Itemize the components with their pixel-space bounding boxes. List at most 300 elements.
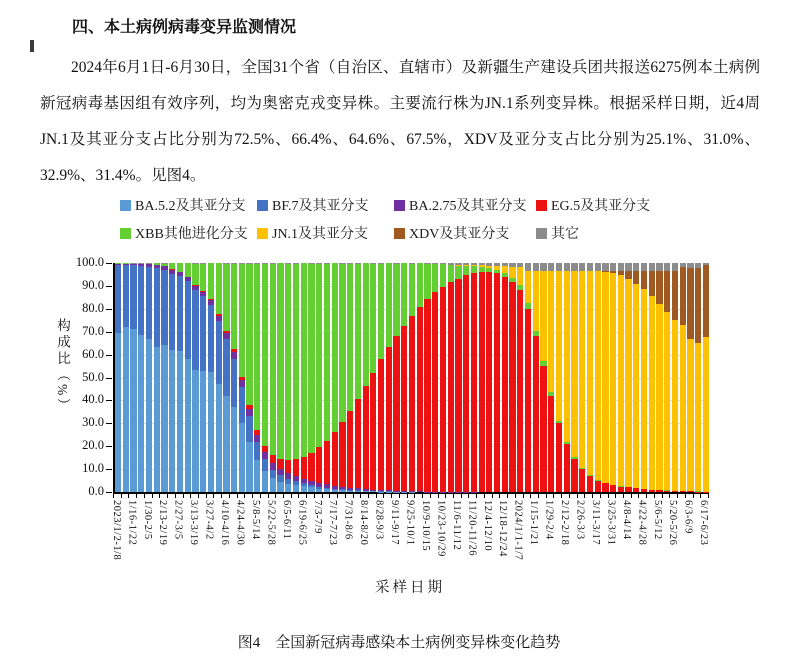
stacked-bar: [548, 263, 554, 492]
bar-segment-4: [192, 264, 198, 286]
bar-segment-4: [448, 265, 454, 282]
legend-label: EG.5及其亚分支: [551, 199, 651, 214]
y-tick-label: 40.0: [82, 392, 104, 407]
stacked-bar: [571, 263, 577, 492]
x-tick-label: 12/4-12/10: [481, 500, 493, 552]
legend-label: XBB其他进化分支: [135, 227, 248, 242]
bar-segment-3: [548, 396, 554, 492]
bar-segment-6: [695, 268, 701, 343]
x-tick-mark: [329, 494, 330, 498]
bar-segment-6: [687, 268, 693, 339]
bar-segment-7: [625, 263, 631, 271]
x-axis-labels: [110, 500, 710, 580]
bar-segment-4: [301, 263, 307, 456]
x-tick-mark: [414, 494, 415, 498]
stacked-bar: [401, 263, 407, 492]
legend-label: BF.7及其亚分支: [272, 199, 369, 214]
bar-segment-0: [308, 487, 314, 492]
legend-item: [120, 222, 257, 244]
bar-segment-5: [680, 325, 686, 491]
stacked-bar: [664, 263, 670, 492]
x-tick-mark: [237, 494, 238, 498]
bar-segment-5: [587, 271, 593, 475]
x-tick-mark: [322, 494, 323, 498]
bar-segment-3: [664, 491, 670, 492]
bar-segment-7: [656, 263, 662, 271]
bar-segment-3: [502, 277, 508, 492]
bar-segment-3: [363, 386, 369, 489]
bar-segment-5: [703, 337, 709, 492]
x-tick-mark: [507, 494, 508, 498]
bar-segment-0: [285, 484, 291, 492]
x-tick-mark: [484, 494, 485, 498]
y-tick-label: 20.0: [82, 438, 104, 453]
legend-swatch-icon: [394, 228, 405, 239]
bar-segment-3: [270, 455, 276, 463]
x-tick-mark: [368, 494, 369, 498]
bar-segment-3: [401, 326, 407, 491]
stacked-bar: [192, 263, 198, 492]
bar-segment-0: [363, 491, 369, 492]
bar-segment-4: [308, 264, 314, 454]
x-tick-mark: [213, 494, 214, 498]
stacked-bar: [154, 263, 160, 492]
legend-item: [394, 222, 536, 244]
x-tick-mark: [685, 494, 686, 498]
bar-segment-3: [332, 432, 338, 486]
bar-segment-6: [625, 271, 631, 279]
stacked-bar: [123, 263, 129, 492]
legend-swatch-icon: [536, 228, 547, 239]
x-tick-mark: [175, 494, 176, 498]
stacked-bar: [409, 263, 415, 492]
bar-segment-4: [262, 264, 268, 447]
bar-segment-3: [672, 491, 678, 492]
legend-item: [536, 222, 730, 244]
body-paragraph: 2024年6月1日-6月30日，全国31个省（自治区、直辖市）及新疆生产建设兵团共报送6275例本土病例新冠病毒基因组有效序列，均为奥密克戎变异株。主要流行株为JN.1系列变异株。根据采样日期，近4周JN.1及其亚分支占比分别为72.5%、66.4%、64.6%、67.5%，XDV及亚分支占比分别为25.1%、31.0%、32.9%、31.4%。见图4。: [40, 59, 760, 184]
bar-segment-0: [339, 490, 345, 492]
bar-segment-7: [664, 263, 670, 271]
x-tick-mark: [530, 494, 531, 498]
bar-segment-3: [393, 336, 399, 491]
y-tick-label: 90.0: [82, 277, 104, 292]
bar-segment-6: [672, 271, 678, 320]
x-tick-mark: [183, 494, 184, 498]
stacked-bar: [208, 263, 214, 492]
x-tick-mark: [515, 494, 516, 498]
bar-segment-3: [455, 279, 461, 492]
bar-segment-1: [154, 268, 160, 347]
bar-segment-2: [239, 380, 245, 387]
x-tick-label: 6/5-6/11: [280, 500, 292, 540]
x-tick-label: 6/17-6/23: [698, 500, 710, 546]
stacked-bar: [517, 263, 523, 492]
bar-segment-3: [641, 489, 647, 492]
stacked-bar: [185, 263, 191, 492]
stacked-bar: [641, 263, 647, 492]
bar-segment-0: [138, 335, 144, 492]
x-tick-label: 12/18-12/24: [497, 500, 509, 557]
x-tick-mark: [345, 494, 346, 498]
bar-segment-6: [703, 265, 709, 337]
bar-segment-3: [293, 459, 299, 476]
bar-segment-0: [246, 442, 252, 492]
stacked-bar: [595, 263, 601, 492]
stacked-bar: [130, 263, 136, 492]
stacked-bar: [262, 263, 268, 492]
x-tick-mark: [391, 494, 392, 498]
x-tick-mark: [499, 494, 500, 498]
bar-segment-7: [618, 263, 624, 271]
bar-segment-7: [525, 263, 531, 271]
bar-segment-4: [185, 263, 191, 276]
x-tick-label: 6/3-6/9: [682, 500, 694, 534]
bar-segment-5: [548, 271, 554, 392]
x-tick-label: 9/25-10/1: [404, 500, 416, 546]
bar-segment-3: [486, 272, 492, 492]
bar-segment-0: [185, 359, 191, 492]
stacked-bar: [138, 263, 144, 492]
bar-segment-3: [479, 272, 485, 492]
bar-segment-0: [192, 370, 198, 493]
stacked-bar: [440, 263, 446, 492]
bar-segment-4: [208, 263, 214, 298]
bar-segment-3: [680, 491, 686, 492]
bar-segment-3: [625, 487, 631, 492]
bar-segment-5: [602, 272, 608, 483]
bar-segment-2: [246, 409, 252, 416]
bar-segment-3: [556, 423, 562, 492]
y-tick-label: 60.0: [82, 346, 104, 361]
bar-segment-4: [347, 264, 353, 411]
bar-segment-0: [254, 460, 260, 492]
bar-segment-5: [618, 275, 624, 486]
legend-label: XDV及其亚分支: [409, 227, 510, 242]
bar-segment-0: [223, 396, 229, 492]
figure-caption: 图4 全国新冠病毒感染本土病例变异株变化趋势: [237, 635, 561, 651]
x-tick-mark: [113, 494, 114, 498]
stacked-bar: [564, 263, 570, 492]
x-tick-mark: [298, 494, 299, 498]
bar-segment-3: [579, 469, 585, 492]
y-tick-label: 80.0: [82, 300, 104, 315]
bar-segment-1: [192, 290, 198, 370]
bar-segment-0: [177, 351, 183, 492]
y-tick-label: 70.0: [82, 323, 104, 338]
x-tick-label: 4/10-4/16: [219, 500, 231, 546]
bar-segment-3: [509, 282, 515, 492]
bar-segment-2: [417, 491, 423, 492]
bar-segment-3: [564, 444, 570, 492]
bar-segment-1: [216, 321, 222, 385]
x-tick-mark: [577, 494, 578, 498]
bar-segment-7: [571, 263, 577, 271]
bar-segment-6: [633, 271, 639, 284]
x-tick-label: 2/26-3/3: [574, 500, 586, 540]
bar-segment-1: [123, 265, 129, 328]
bar-segment-3: [618, 487, 624, 492]
y-tick-mark: [106, 309, 112, 310]
x-tick-mark: [152, 494, 153, 498]
page-edge-artifact: [30, 40, 34, 52]
bar-segment-4: [332, 263, 338, 431]
x-tick-mark: [476, 494, 477, 498]
legend-item: [120, 194, 257, 216]
x-tick-label: 4/8-4/14: [620, 500, 632, 540]
y-tick-mark: [106, 446, 112, 447]
bar-segment-0: [347, 491, 353, 492]
x-tick-label: 4/22-4/28: [636, 500, 648, 546]
bar-segment-0: [216, 384, 222, 492]
stacked-bar: [277, 263, 283, 492]
bar-segment-0: [293, 485, 299, 492]
x-tick-mark: [669, 494, 670, 498]
bar-segment-4: [270, 264, 276, 456]
x-tick-mark: [291, 494, 292, 498]
x-tick-mark: [430, 494, 431, 498]
bar-segment-7: [633, 263, 639, 271]
bar-segment-6: [680, 267, 686, 324]
bar-segment-0: [270, 478, 276, 492]
stacked-bar: [115, 263, 121, 492]
x-tick-mark: [221, 494, 222, 498]
stacked-bar: [301, 263, 307, 492]
legend-item: [536, 194, 730, 216]
stacked-bar: [161, 263, 167, 492]
bar-segment-3: [347, 411, 353, 488]
stacked-bar: [533, 263, 539, 492]
stacked-bar: [486, 263, 492, 492]
bar-segment-3: [432, 292, 438, 491]
x-tick-mark: [646, 494, 647, 498]
bar-segment-5: [633, 284, 639, 488]
bar-segment-5: [672, 320, 678, 490]
bar-segment-0: [200, 371, 206, 492]
stacked-bar: [602, 263, 608, 492]
x-tick-label: 10/23-10/29: [435, 500, 447, 557]
x-tick-mark: [438, 494, 439, 498]
bar-segment-0: [301, 486, 307, 492]
bar-segment-3: [448, 282, 454, 492]
bar-segment-6: [664, 271, 670, 312]
x-tick-mark: [453, 494, 454, 498]
x-tick-mark: [136, 494, 137, 498]
stacked-bar: [618, 263, 624, 492]
stacked-bar: [393, 263, 399, 492]
x-tick-mark: [654, 494, 655, 498]
bar-segment-3: [277, 459, 283, 469]
x-tick-mark: [631, 494, 632, 498]
bar-segment-3: [525, 309, 531, 492]
x-tick-mark: [461, 494, 462, 498]
x-tick-mark: [700, 494, 701, 498]
x-tick-mark: [144, 494, 145, 498]
y-tick-label: 50.0: [82, 369, 104, 384]
x-tick-label: 3/11-3/17: [589, 500, 601, 545]
bar-segment-7: [548, 263, 554, 271]
bar-segment-4: [316, 264, 322, 448]
x-tick-mark: [198, 494, 199, 498]
bar-segment-5: [641, 289, 647, 488]
stacked-bar: [587, 263, 593, 492]
x-tick-mark: [708, 494, 709, 498]
bar-segment-1: [254, 442, 260, 460]
bar-segment-3: [355, 399, 361, 488]
bar-segment-0: [324, 489, 330, 492]
bar-segment-4: [432, 264, 438, 292]
x-tick-mark: [314, 494, 315, 498]
bar-segment-6: [656, 271, 662, 304]
bar-segment-4: [293, 264, 299, 459]
bar-segment-4: [277, 263, 283, 459]
legend-swatch-icon: [257, 200, 268, 211]
bar-segment-5: [625, 279, 631, 487]
bar-segment-0: [239, 423, 245, 492]
stacked-bar: [556, 263, 562, 492]
bar-segment-0: [169, 350, 175, 492]
stacked-bar: [649, 263, 655, 492]
bar-segment-0: [332, 490, 338, 492]
x-tick-mark: [569, 494, 570, 498]
x-tick-mark: [159, 494, 160, 498]
x-tick-mark: [615, 494, 616, 498]
stacked-bar: [509, 263, 515, 492]
bar-segment-3: [687, 491, 693, 492]
x-tick-mark: [538, 494, 539, 498]
y-tick-mark: [106, 423, 112, 424]
x-tick-label: 1/15-1/21: [528, 500, 540, 546]
bar-segment-1: [262, 459, 268, 471]
stacked-bar: [316, 263, 322, 492]
x-tick-mark: [376, 494, 377, 498]
x-tick-mark: [244, 494, 245, 498]
bar-segment-4: [285, 264, 291, 460]
x-tick-mark: [206, 494, 207, 498]
bar-segment-5: [564, 271, 570, 442]
stacked-bar: [424, 263, 430, 492]
bar-segment-4: [223, 264, 229, 332]
stacked-bar: [169, 263, 175, 492]
bar-segment-4: [200, 264, 206, 291]
bar-segment-3: [656, 490, 662, 492]
legend-label: 其它: [551, 227, 579, 242]
bar-segment-5: [517, 267, 523, 285]
bar-segment-5: [525, 271, 531, 304]
bar-segment-3: [370, 373, 376, 490]
bar-segment-3: [471, 273, 477, 492]
bar-segment-4: [401, 263, 407, 326]
stacked-bar: [254, 263, 260, 492]
bar-segment-4: [455, 266, 461, 279]
x-tick-mark: [592, 494, 593, 498]
legend-swatch-icon: [257, 228, 268, 239]
bar-segment-0: [146, 339, 152, 492]
bar-segment-7: [533, 263, 539, 271]
bar-segment-4: [386, 263, 392, 347]
bar-segment-1: [169, 274, 175, 350]
bar-segment-3: [386, 347, 392, 490]
stacked-bar: [223, 263, 229, 492]
bar-segment-4: [393, 264, 399, 337]
x-tick-label: 3/13-3/19: [188, 500, 200, 546]
stacked-bar: [479, 263, 485, 492]
bar-segment-3: [339, 422, 345, 486]
legend-swatch-icon: [536, 200, 547, 211]
bar-segment-4: [239, 264, 245, 377]
bar-segment-3: [633, 488, 639, 492]
bar-segment-5: [571, 271, 577, 457]
legend-item: [257, 222, 394, 244]
plot-area: [113, 263, 709, 494]
legend-label: BA.2.75及其亚分支: [409, 199, 527, 214]
x-tick-mark: [167, 494, 168, 498]
y-tick-label: 0.0: [88, 484, 104, 498]
x-tick-label: 4/24-4/30: [234, 500, 246, 546]
bar-segment-3: [440, 287, 446, 492]
x-tick-label: 7/31-8/6: [342, 500, 354, 540]
bar-segment-4: [177, 263, 183, 271]
bar-segment-3: [517, 290, 523, 492]
stacked-bar: [324, 263, 330, 492]
stacked-bar: [231, 263, 237, 492]
bar-segment-1: [239, 387, 245, 423]
bar-segment-4: [339, 264, 345, 423]
bar-segment-3: [463, 275, 469, 491]
x-tick-mark: [623, 494, 624, 498]
bar-segment-5: [687, 339, 693, 491]
x-tick-mark: [283, 494, 284, 498]
bar-segment-3: [494, 273, 500, 492]
stacked-bar: [502, 263, 508, 492]
legend-item: [257, 194, 394, 216]
bar-segment-5: [579, 271, 585, 468]
bar-segment-7: [556, 263, 562, 271]
x-tick-label: 5/20-5/26: [667, 500, 679, 546]
bar-segment-3: [610, 485, 616, 492]
bar-segment-0: [154, 347, 160, 492]
x-tick-label: 1/30-2/5: [141, 500, 153, 540]
bar-segment-4: [370, 264, 376, 373]
stacked-bar: [355, 263, 361, 492]
bar-segment-0: [123, 327, 129, 492]
x-tick-mark: [662, 494, 663, 498]
x-tick-label: 2/27-3/5: [172, 500, 184, 540]
bar-segment-3: [301, 457, 307, 479]
bar-segment-4: [324, 264, 330, 441]
bar-segment-5: [656, 304, 662, 490]
bar-segment-3: [595, 481, 601, 492]
bar-segment-7: [672, 263, 678, 271]
bar-segment-0: [231, 407, 237, 492]
bar-segment-7: [579, 263, 585, 271]
stacked-bar: [672, 263, 678, 492]
bar-segment-0: [130, 329, 136, 492]
bar-segment-1: [130, 265, 136, 330]
stacked-bar: [432, 263, 438, 492]
x-tick-mark: [275, 494, 276, 498]
stacked-bar: [146, 263, 152, 492]
y-tick-mark: [106, 263, 112, 264]
x-tick-label: 7/3-7/9: [311, 500, 323, 534]
bar-segment-2: [262, 452, 268, 459]
bar-segment-3: [571, 459, 577, 492]
y-axis-title: 构成比（%）: [55, 318, 70, 415]
bar-segment-3: [308, 453, 314, 480]
bar-segment-0: [277, 482, 283, 492]
stacked-bar: [339, 263, 345, 492]
bar-segment-4: [246, 264, 252, 405]
x-tick-mark: [677, 494, 678, 498]
